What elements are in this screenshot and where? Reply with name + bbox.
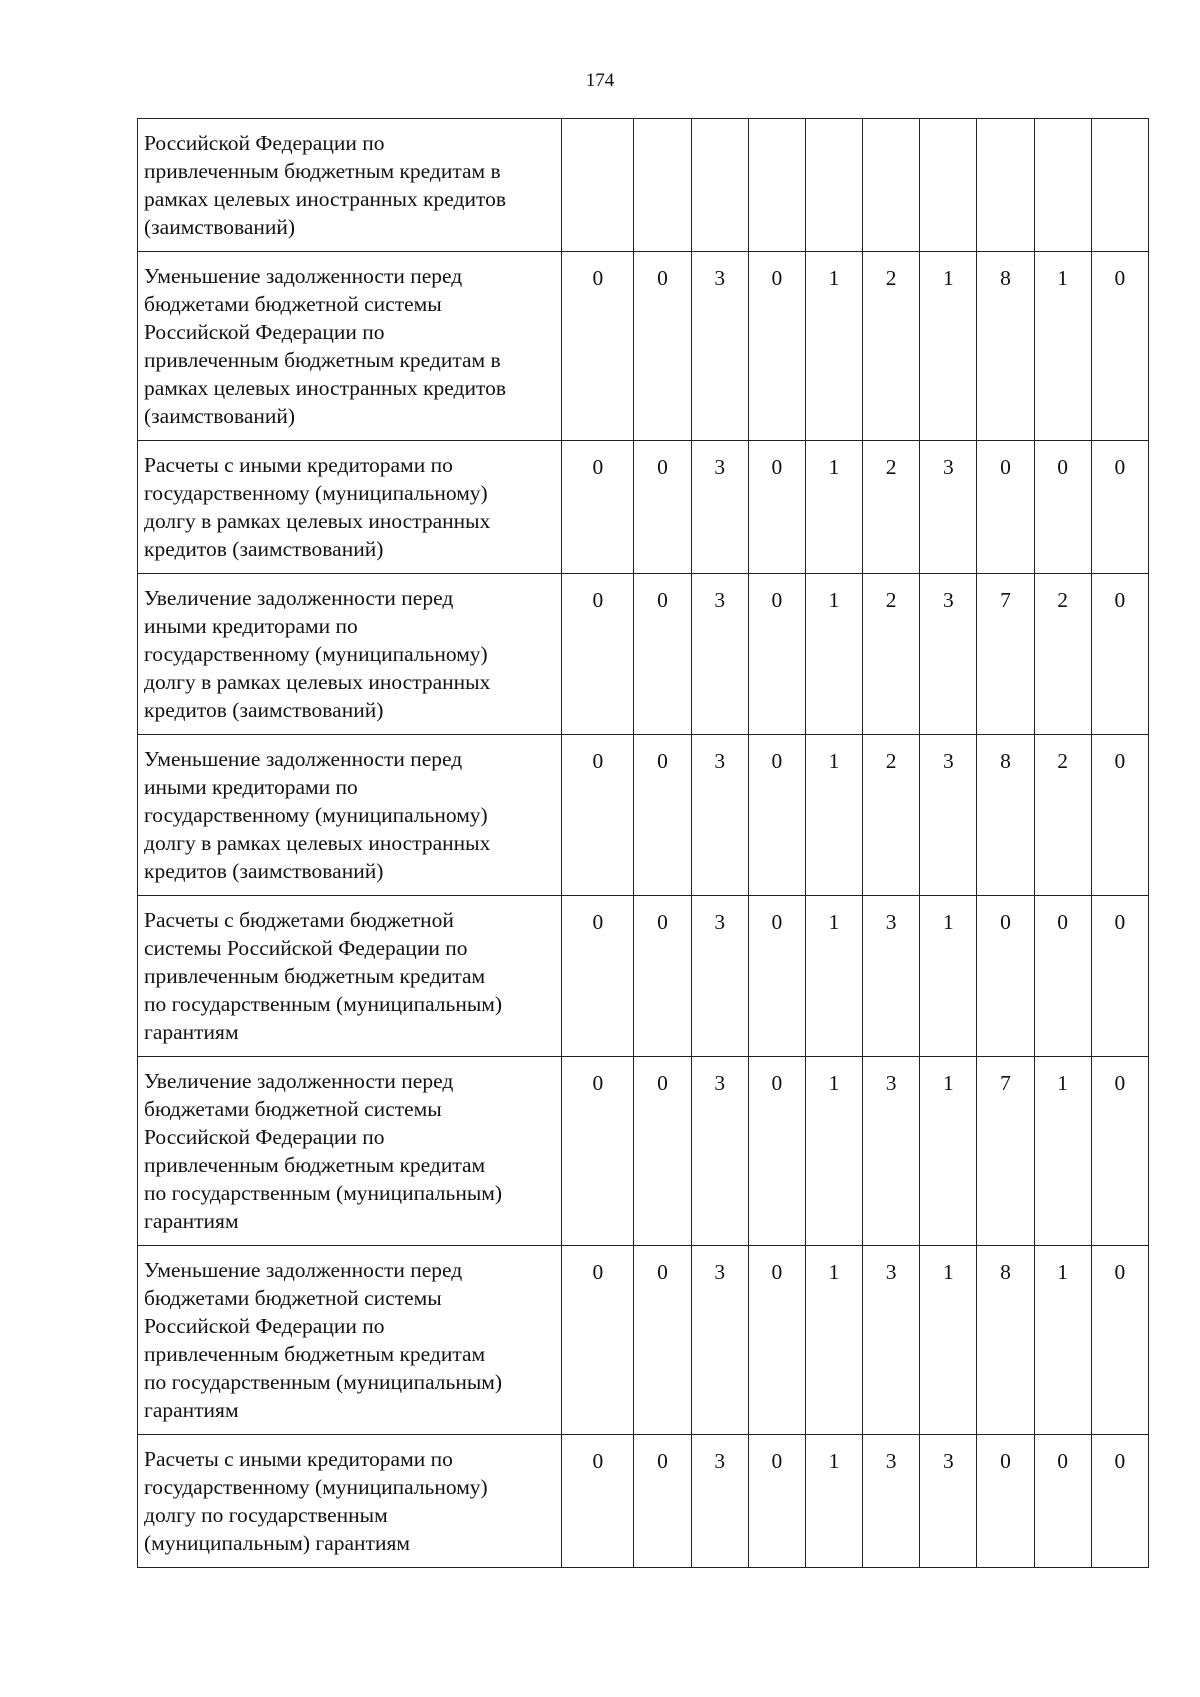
code-digit-cell	[977, 119, 1034, 252]
code-digit-cell: 1	[805, 252, 862, 441]
description-line: кредитов (заимствований)	[144, 698, 384, 722]
code-digit-cell	[863, 119, 920, 252]
description-line: по государственным (муниципальным)	[144, 992, 503, 1016]
code-digit-cell: 1	[805, 574, 862, 735]
code-digit-cell: 0	[1091, 441, 1148, 574]
code-digit-cell	[634, 119, 691, 252]
description-line: гарантиям	[144, 1209, 239, 1233]
code-digit-cell: 3	[691, 1246, 748, 1435]
code-digit-cell: 1	[805, 735, 862, 896]
description-line: Уменьшение задолженности перед	[144, 264, 463, 288]
description-line: рамках целевых иностранных кредитов	[144, 187, 507, 211]
code-digit-cell	[1034, 119, 1091, 252]
description-line: бюджетами бюджетной системы	[144, 1097, 442, 1121]
code-digit-cell: 8	[977, 1246, 1034, 1435]
table-row	[138, 896, 1149, 1057]
description-line: привлеченным бюджетным кредитам	[144, 1153, 486, 1177]
description-line: долгу в рамках целевых иностранных	[144, 831, 491, 855]
code-digit-cell: 0	[1091, 1246, 1148, 1435]
description-line: долгу в рамках целевых иностранных	[144, 670, 491, 694]
description-line: привлеченным бюджетным кредитам в	[144, 348, 501, 372]
description-line: по государственным (муниципальным)	[144, 1181, 503, 1205]
description-line: кредитов (заимствований)	[144, 859, 384, 883]
description-line: кредитов (заимствований)	[144, 537, 384, 561]
description-line: Уменьшение задолженности перед	[144, 747, 463, 771]
code-digit-cell: 7	[977, 1057, 1034, 1246]
code-digit-cell: 0	[562, 1435, 634, 1568]
code-digit-cell: 0	[634, 735, 691, 896]
code-digit-cell: 3	[920, 441, 977, 574]
code-digit-cell: 0	[562, 735, 634, 896]
description-line: государственному (муниципальному)	[144, 642, 488, 666]
code-digit-cell: 1	[805, 1057, 862, 1246]
row-description	[138, 252, 562, 441]
code-digit-cell: 3	[863, 896, 920, 1057]
description-line: привлеченным бюджетным кредитам	[144, 1342, 486, 1366]
description-line: иными кредиторами по	[144, 614, 358, 638]
code-digit-cell: 0	[748, 574, 805, 735]
description-line: Расчеты с бюджетами бюджетной	[144, 908, 454, 932]
table-row	[138, 1246, 1149, 1435]
description-line: государственному (муниципальному)	[144, 803, 488, 827]
row-description	[138, 574, 562, 735]
description-line: Российской Федерации по	[144, 131, 385, 155]
code-digit-cell: 0	[634, 1246, 691, 1435]
description-line: рамках целевых иностранных кредитов	[144, 376, 507, 400]
description-line: (муниципальным) гарантиям	[144, 1531, 410, 1555]
description-line: Российской Федерации по	[144, 1314, 385, 1338]
code-digit-cell: 0	[748, 1246, 805, 1435]
table-row	[138, 1435, 1149, 1568]
code-digit-cell: 0	[634, 1057, 691, 1246]
code-digit-cell: 3	[863, 1246, 920, 1435]
page-number: 174	[585, 70, 615, 91]
description-line: государственному (муниципальному)	[144, 1475, 488, 1499]
code-digit-cell: 3	[691, 441, 748, 574]
code-digit-cell	[920, 119, 977, 252]
code-digit-cell: 0	[562, 1246, 634, 1435]
code-digit-cell: 1	[920, 252, 977, 441]
code-digit-cell	[805, 119, 862, 252]
code-digit-cell: 0	[1034, 441, 1091, 574]
table-row	[138, 119, 1149, 252]
code-digit-cell: 0	[977, 441, 1034, 574]
description-line: Расчеты с иными кредиторами по	[144, 1447, 453, 1471]
budget-code-table	[137, 118, 1149, 1568]
code-digit-cell: 8	[977, 735, 1034, 896]
description-line: Российской Федерации по	[144, 1125, 385, 1149]
table-row	[138, 735, 1149, 896]
code-digit-cell: 3	[691, 1435, 748, 1568]
code-digit-cell: 0	[1034, 896, 1091, 1057]
row-description	[138, 896, 562, 1057]
code-digit-cell: 2	[1034, 574, 1091, 735]
code-digit-cell: 1	[920, 1057, 977, 1246]
code-digit-cell: 0	[562, 574, 634, 735]
description-line: по государственным (муниципальным)	[144, 1370, 503, 1394]
code-digit-cell: 0	[748, 252, 805, 441]
table-body	[138, 119, 1149, 1568]
description-line: системы Российской Федерации по	[144, 936, 468, 960]
code-digit-cell	[562, 119, 634, 252]
code-digit-cell: 3	[920, 574, 977, 735]
code-digit-cell: 0	[1034, 1435, 1091, 1568]
code-digit-cell: 2	[863, 252, 920, 441]
code-digit-cell: 2	[1034, 735, 1091, 896]
code-digit-cell	[691, 119, 748, 252]
description-line: иными кредиторами по	[144, 775, 358, 799]
code-digit-cell: 0	[748, 896, 805, 1057]
code-digit-cell: 0	[634, 1435, 691, 1568]
code-digit-cell: 0	[748, 441, 805, 574]
description-line: привлеченным бюджетным кредитам	[144, 964, 486, 988]
code-digit-cell: 0	[562, 896, 634, 1057]
code-digit-cell: 1	[805, 1246, 862, 1435]
row-description	[138, 1435, 562, 1568]
code-digit-cell: 1	[805, 441, 862, 574]
code-digit-cell: 0	[562, 252, 634, 441]
table-row	[138, 252, 1149, 441]
code-digit-cell: 0	[748, 1435, 805, 1568]
description-line: Увеличение задолженности перед	[144, 586, 454, 610]
description-line: гарантиям	[144, 1398, 239, 1422]
code-digit-cell: 3	[920, 1435, 977, 1568]
code-digit-cell: 1	[1034, 1246, 1091, 1435]
description-line: (заимствований)	[144, 215, 296, 239]
code-digit-cell: 0	[748, 1057, 805, 1246]
code-digit-cell: 3	[863, 1435, 920, 1568]
row-description	[138, 441, 562, 574]
code-digit-cell: 0	[562, 441, 634, 574]
code-digit-cell: 1	[920, 896, 977, 1057]
description-line: Уменьшение задолженности перед	[144, 1258, 463, 1282]
code-digit-cell: 2	[863, 735, 920, 896]
code-digit-cell: 7	[977, 574, 1034, 735]
code-digit-cell: 3	[863, 1057, 920, 1246]
code-digit-cell: 0	[977, 1435, 1034, 1568]
row-description	[138, 1057, 562, 1246]
description-line: гарантиям	[144, 1020, 239, 1044]
code-digit-cell: 0	[1091, 1435, 1148, 1568]
code-digit-cell	[748, 119, 805, 252]
description-line: Увеличение задолженности перед	[144, 1069, 454, 1093]
code-digit-cell: 0	[634, 574, 691, 735]
description-line: бюджетами бюджетной системы	[144, 1286, 442, 1310]
code-digit-cell: 0	[1091, 896, 1148, 1057]
code-digit-cell: 0	[1091, 1057, 1148, 1246]
description-line: бюджетами бюджетной системы	[144, 292, 442, 316]
code-digit-cell: 0	[1091, 574, 1148, 735]
description-line: государственному (муниципальному)	[144, 481, 488, 505]
description-line: Российской Федерации по	[144, 320, 385, 344]
code-digit-cell: 3	[691, 1057, 748, 1246]
code-digit-cell: 0	[748, 735, 805, 896]
code-digit-cell: 0	[977, 896, 1034, 1057]
code-digit-cell: 3	[691, 896, 748, 1057]
description-line: долгу в рамках целевых иностранных	[144, 509, 491, 533]
code-digit-cell	[1091, 119, 1148, 252]
code-digit-cell: 0	[1091, 252, 1148, 441]
code-digit-cell: 8	[977, 252, 1034, 441]
description-line: Расчеты с иными кредиторами по	[144, 453, 453, 477]
code-digit-cell: 0	[1091, 735, 1148, 896]
code-digit-cell: 3	[691, 252, 748, 441]
code-digit-cell: 0	[634, 252, 691, 441]
table-row	[138, 1057, 1149, 1246]
code-digit-cell: 1	[1034, 1057, 1091, 1246]
code-digit-cell: 3	[920, 735, 977, 896]
row-description	[138, 735, 562, 896]
row-description	[138, 1246, 562, 1435]
code-digit-cell: 1	[920, 1246, 977, 1435]
row-description	[138, 119, 562, 252]
code-digit-cell: 0	[562, 1057, 634, 1246]
code-digit-cell: 3	[691, 735, 748, 896]
code-digit-cell: 1	[805, 896, 862, 1057]
description-line: привлеченным бюджетным кредитам в	[144, 159, 501, 183]
description-line: долгу по государственным	[144, 1503, 388, 1527]
code-digit-cell: 0	[634, 896, 691, 1057]
code-digit-cell: 0	[634, 441, 691, 574]
code-digit-cell: 2	[863, 441, 920, 574]
code-digit-cell: 1	[1034, 252, 1091, 441]
code-digit-cell: 3	[691, 574, 748, 735]
description-line: (заимствований)	[144, 404, 296, 428]
table-row	[138, 441, 1149, 574]
code-digit-cell: 2	[863, 574, 920, 735]
table-row	[138, 574, 1149, 735]
code-digit-cell: 1	[805, 1435, 862, 1568]
